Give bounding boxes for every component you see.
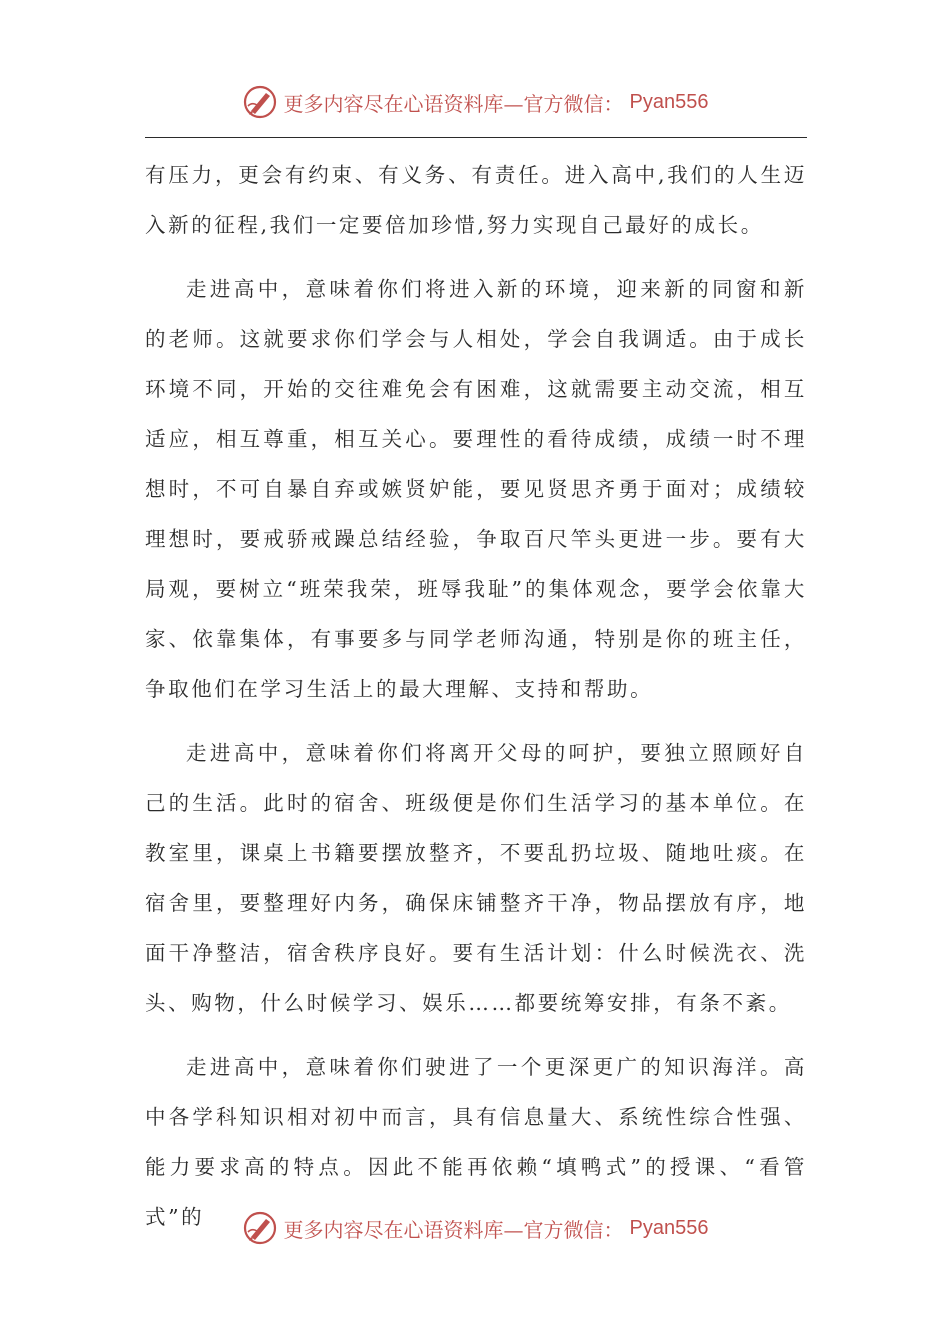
paragraph-4: 走进高中，意味着你们驶进了一个更深更广的知识海洋。高中各学科知识相对初中而言，具有信息量大、系统性综合性强、能力要求高的特点。因此不能再依赖“填鸭式”的授课、“看管式”的 xyxy=(145,1055,807,1229)
header-banner xyxy=(0,80,950,124)
paragraph-1: 有压力，更会有约束、有义务、有责任。进入高中,我们的人生迈入新的征程,我们一定要倍加珍惜,努力实现自己最好的成长。 xyxy=(145,163,807,237)
footer-brand-text: 更多内容尽在心语资料库—官方微信： xyxy=(283,1217,624,1242)
document-body xyxy=(145,150,807,1256)
header-wechat-id: Pyan556 xyxy=(629,90,709,113)
paragraph-3: 走进高中，意味着你们将离开父母的呵护，要独立照顾好自己的生活。此时的宿舍、班级便是你们生活学习的基本单位。在教室里，课桌上书籍要摆放整齐，不要乱扔垃圾、随地吐痰。在宿舍里，要整理好内务，确保床铺整齐干净，物品摆放有序，地面干净整洁，宿舍秩序良好。要有生活计划：什么时候洗衣、洗头、购物，什么时候学习、娱乐……都要统筹安排，有条不紊。 xyxy=(145,741,807,1015)
pen-logo-icon xyxy=(242,84,278,120)
footer-wechat-id: Pyan556 xyxy=(629,1216,709,1239)
header-brand-text: 更多内容尽在心语资料库—官方微信： xyxy=(283,91,624,116)
header-divider xyxy=(145,137,807,138)
pen-logo-icon xyxy=(242,1210,278,1246)
paragraph-2: 走进高中，意味着你们将进入新的环境，迎来新的同窗和新的老师。这就要求你们学会与人相处，学会自我调适。由于成长环境不同，开始的交往难免会有困难，这就需要主动交流，相互适应，相互尊重，相互关心。要理性的看待成绩，成绩一时不理想时，不可自暴自弃或嫉贤妒能，要见贤思齐勇于面对；成绩较理想时，要戒骄戒躁总结经验，争取百尺竿头更进一步。要有大局观，要树立“班荣我荣，班辱我耻”的集体观念，要学会依靠大家、依靠集体，有事要多与同学老师沟通，特别是你的班主任，争取他们在学习生活上的最大理解、支持和帮助。 xyxy=(145,277,807,701)
footer-banner xyxy=(0,1206,950,1250)
